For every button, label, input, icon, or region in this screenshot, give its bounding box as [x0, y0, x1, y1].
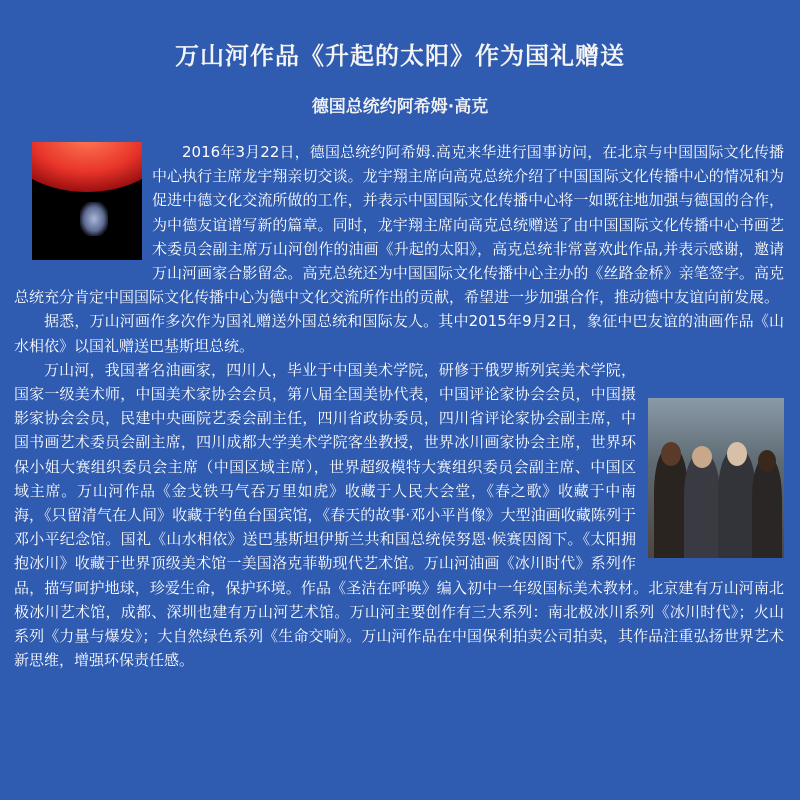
paragraph-1 — [14, 140, 784, 309]
painting-photo — [32, 142, 142, 260]
article-body — [14, 140, 784, 672]
page-subtitle: 德国总统约阿希姆·高克 — [311, 97, 489, 117]
paragraph-2 — [14, 309, 784, 357]
paragraph-3 — [14, 358, 784, 673]
group-photo — [648, 398, 784, 558]
paragraph-3-text: 万山河，我国著名油画家，四川人，毕业于中国美术学院，研修于俄罗斯列宾美术学院，国家一级美术师，中国美术家协会会员，第八届全国美协代表，中国评论家协会会员，中国摄影家协会会员，民建中央画院艺委会副主任，四川省政协委员，四川省评论家协会副主席，中国书画艺术委员会副主席，四川成都大学美术学院客坐教授，世界冰川画家协会主席，世界环保小姐大赛组织委员会主席（中国区域主席），世界超级模特大赛组织委员会副主席、中国区域主席。万山河作品《金戈铁马气吞万里如虎》收藏于人民大会堂，《春之歌》收藏于中南海，《只留清气在人间》收藏于钓鱼台国宾馆，《春天的故事·邓小平肖像》大型油画收藏陈列于邓小平纪念馆。国礼《山水相依》送巴基斯坦伊斯兰共和国总统侯努恩·候赛因阁下。《太阳拥抱冰川》收藏于世界顶级美术馆一美国洛克菲勒现代艺术馆。万山河油画《冰川时代》系列作品，描写呵护地球，珍爱生命，保护环境。作品《圣洁在呼唤》编入初中一年级国标美术教材。北京建有万山河南北极冰川艺术馆，成都、深圳也建有万山河艺术馆。万山河主要创作有三大系列：南北极冰川系列《冰川时代》；火山系列《力量与爆发》；大自然绿色系列《生命交响》。万山河作品在中国保利拍卖公司拍卖，其作品注重弘扬世界艺术新思维，增强环保责任感。 — [14, 360, 784, 670]
paragraph-1-text: 2016年3月22日，德国总统约阿希姆.高克来华进行国事访问，在北京与中国国际文化传播中心执行主席龙宇翔亲切交谈。龙宇翔主席向高克总统介绍了中国国际文化传播中心的情况和为促进中德文化交流所做的工作，并表示中国国际文化传播中心将一如既往地加强与德国的合作，为中德友谊谱写新的篇章。同时，龙宇翔主席向高克总统赠送了由中国国际文化传播中心书画艺术委员会副主席万山河创作的油画《升起的太阳》，高克总统非常喜欢此作品,并表示感谢，邀请万山河画家合影留念。高克总统还为中国国际文化传播中心主办的《丝路金桥》亲笔签字。高克总统充分肯定中国国际文化传播中心为德中文化交流所作出的贡献，希望进一步加强合作，推动德中友谊向前发展。 — [14, 143, 784, 307]
paragraph-2-text: 据悉，万山河画作多次作为国礼赠送外国总统和国际友人。其中2015年9月2日，象征中巴友谊的油画作品《山水相依》以国礼赠送巴基斯坦总统。 — [14, 312, 784, 355]
page-title: 万山河作品《升起的太阳》作为国礼赠送 — [175, 42, 625, 70]
